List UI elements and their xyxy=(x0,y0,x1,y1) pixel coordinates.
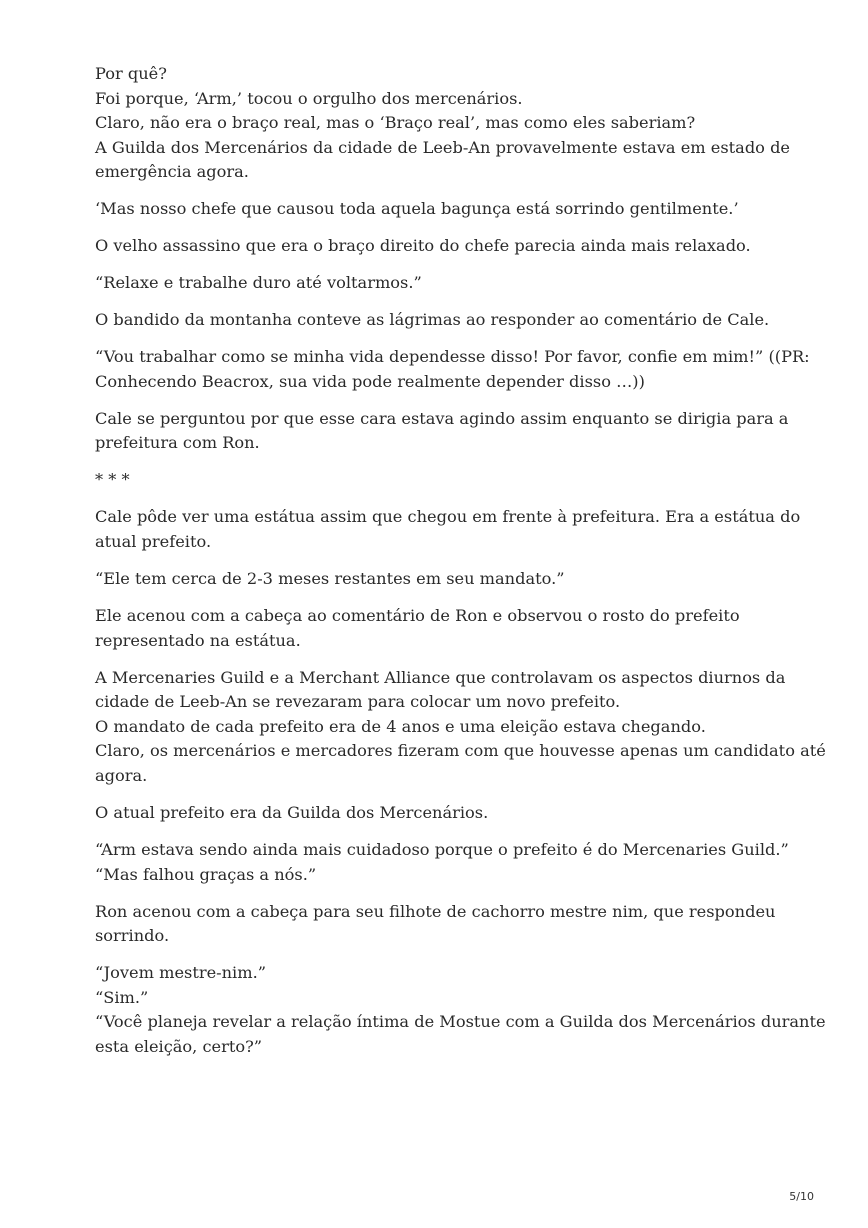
text-line: “Mas falhou graças a nós.” xyxy=(95,864,317,884)
paragraph xyxy=(95,666,826,789)
text-line: “Ele tem cerca de 2-3 meses restantes em seu mandato.” xyxy=(95,569,565,589)
text-line: Ele acenou com a cabeça ao comentário de Ron e observou o rosto do prefeito xyxy=(95,606,740,625)
text-line: “Vou trabalhar como se minha vida dependesse disso! Por favor, confie em mim!” ((PR: xyxy=(95,347,810,367)
paragraph xyxy=(95,62,795,185)
text-line: esta eleição, certo?” xyxy=(95,1036,263,1056)
text-line: Claro, não era o braço real, mas o ‘Braço real’, mas como eles saberiam? xyxy=(95,113,696,133)
text-line: “Você planeja revelar a relação íntima de Mostue com a Guilda dos Mercenários durante xyxy=(95,1012,826,1032)
text-line: prefeitura com Ron. xyxy=(95,433,260,453)
text-line: O velho assassino que era o braço direito do chefe parecia ainda mais relaxado. xyxy=(95,236,751,256)
paragraph xyxy=(95,604,795,653)
text-line: Claro, os mercenários e mercadores fizeram com que houvesse apenas um candidato até xyxy=(95,741,826,761)
text-line: “Sim.” xyxy=(95,987,149,1007)
paragraph xyxy=(95,505,801,554)
text-line: Cale se perguntou por que esse cara estava agindo assim enquanto se dirigia para a xyxy=(95,408,789,428)
text-line: O atual prefeito era da Guilda dos Mercenários. xyxy=(95,802,489,822)
text-line: A Mercenaries Guild e a Merchant Alliance que controlavam os aspectos diurnos da xyxy=(95,667,786,687)
text-line: atual prefeito. xyxy=(95,532,212,552)
paragraph xyxy=(95,271,795,296)
text-line: O mandato de cada prefeito era de 4 anos e uma eleição estava chegando. xyxy=(95,716,706,736)
paragraph xyxy=(95,801,795,826)
text-line: ‘Mas nosso chefe que causou toda aquela bagunça está sorrindo gentilmente.’ xyxy=(95,199,739,219)
paragraph xyxy=(95,345,810,394)
text-line: Cale pôde ver uma estátua assim que chegou em frente à prefeitura. Era a estátua do xyxy=(95,507,801,527)
page-number: 5/10 xyxy=(789,1190,814,1203)
text-line: O bandido da montanha conteve as lágrimas ao responder ao comentário de Cale. xyxy=(95,310,770,330)
paragraph xyxy=(95,308,795,333)
paragraph xyxy=(95,961,826,1059)
text-line: “Arm estava sendo ainda mais cuidadoso porque o prefeito é do Mercenaries Guild.” xyxy=(95,839,789,859)
paragraph xyxy=(95,234,795,259)
paragraph xyxy=(95,900,795,949)
text-line: cidade de Leeb-An se revezaram para colocar um novo prefeito. xyxy=(95,692,621,712)
text-line: agora. xyxy=(95,765,148,785)
paragraph xyxy=(95,838,795,887)
text-line: “Relaxe e trabalhe duro até voltarmos.” xyxy=(95,273,422,293)
document-body xyxy=(95,62,826,1072)
text-line: A Guilda dos Mercenários da cidade de Leeb-An provavelmente estava em estado de xyxy=(95,137,791,157)
text-line: Por quê? xyxy=(95,64,167,83)
text-line: “Jovem mestre-nim.” xyxy=(95,963,267,983)
text-line: sorrindo. xyxy=(95,926,170,946)
text-line: representado na estátua. xyxy=(95,630,301,650)
text-line: Ron acenou com a cabeça para seu filhote de cachorro mestre nim, que respondeu xyxy=(95,901,776,921)
text-line: Foi porque, ‘Arm,’ tocou o orgulho dos mercenários. xyxy=(95,88,523,108)
paragraph xyxy=(95,468,795,493)
text-line: Conhecendo Beacrox, sua vida pode realmente depender disso …)) xyxy=(95,371,645,391)
text-line: emergência agora. xyxy=(95,162,249,182)
text-line: * * * xyxy=(95,470,130,490)
paragraph xyxy=(95,567,795,592)
paragraph xyxy=(95,197,795,222)
paragraph xyxy=(95,407,795,456)
